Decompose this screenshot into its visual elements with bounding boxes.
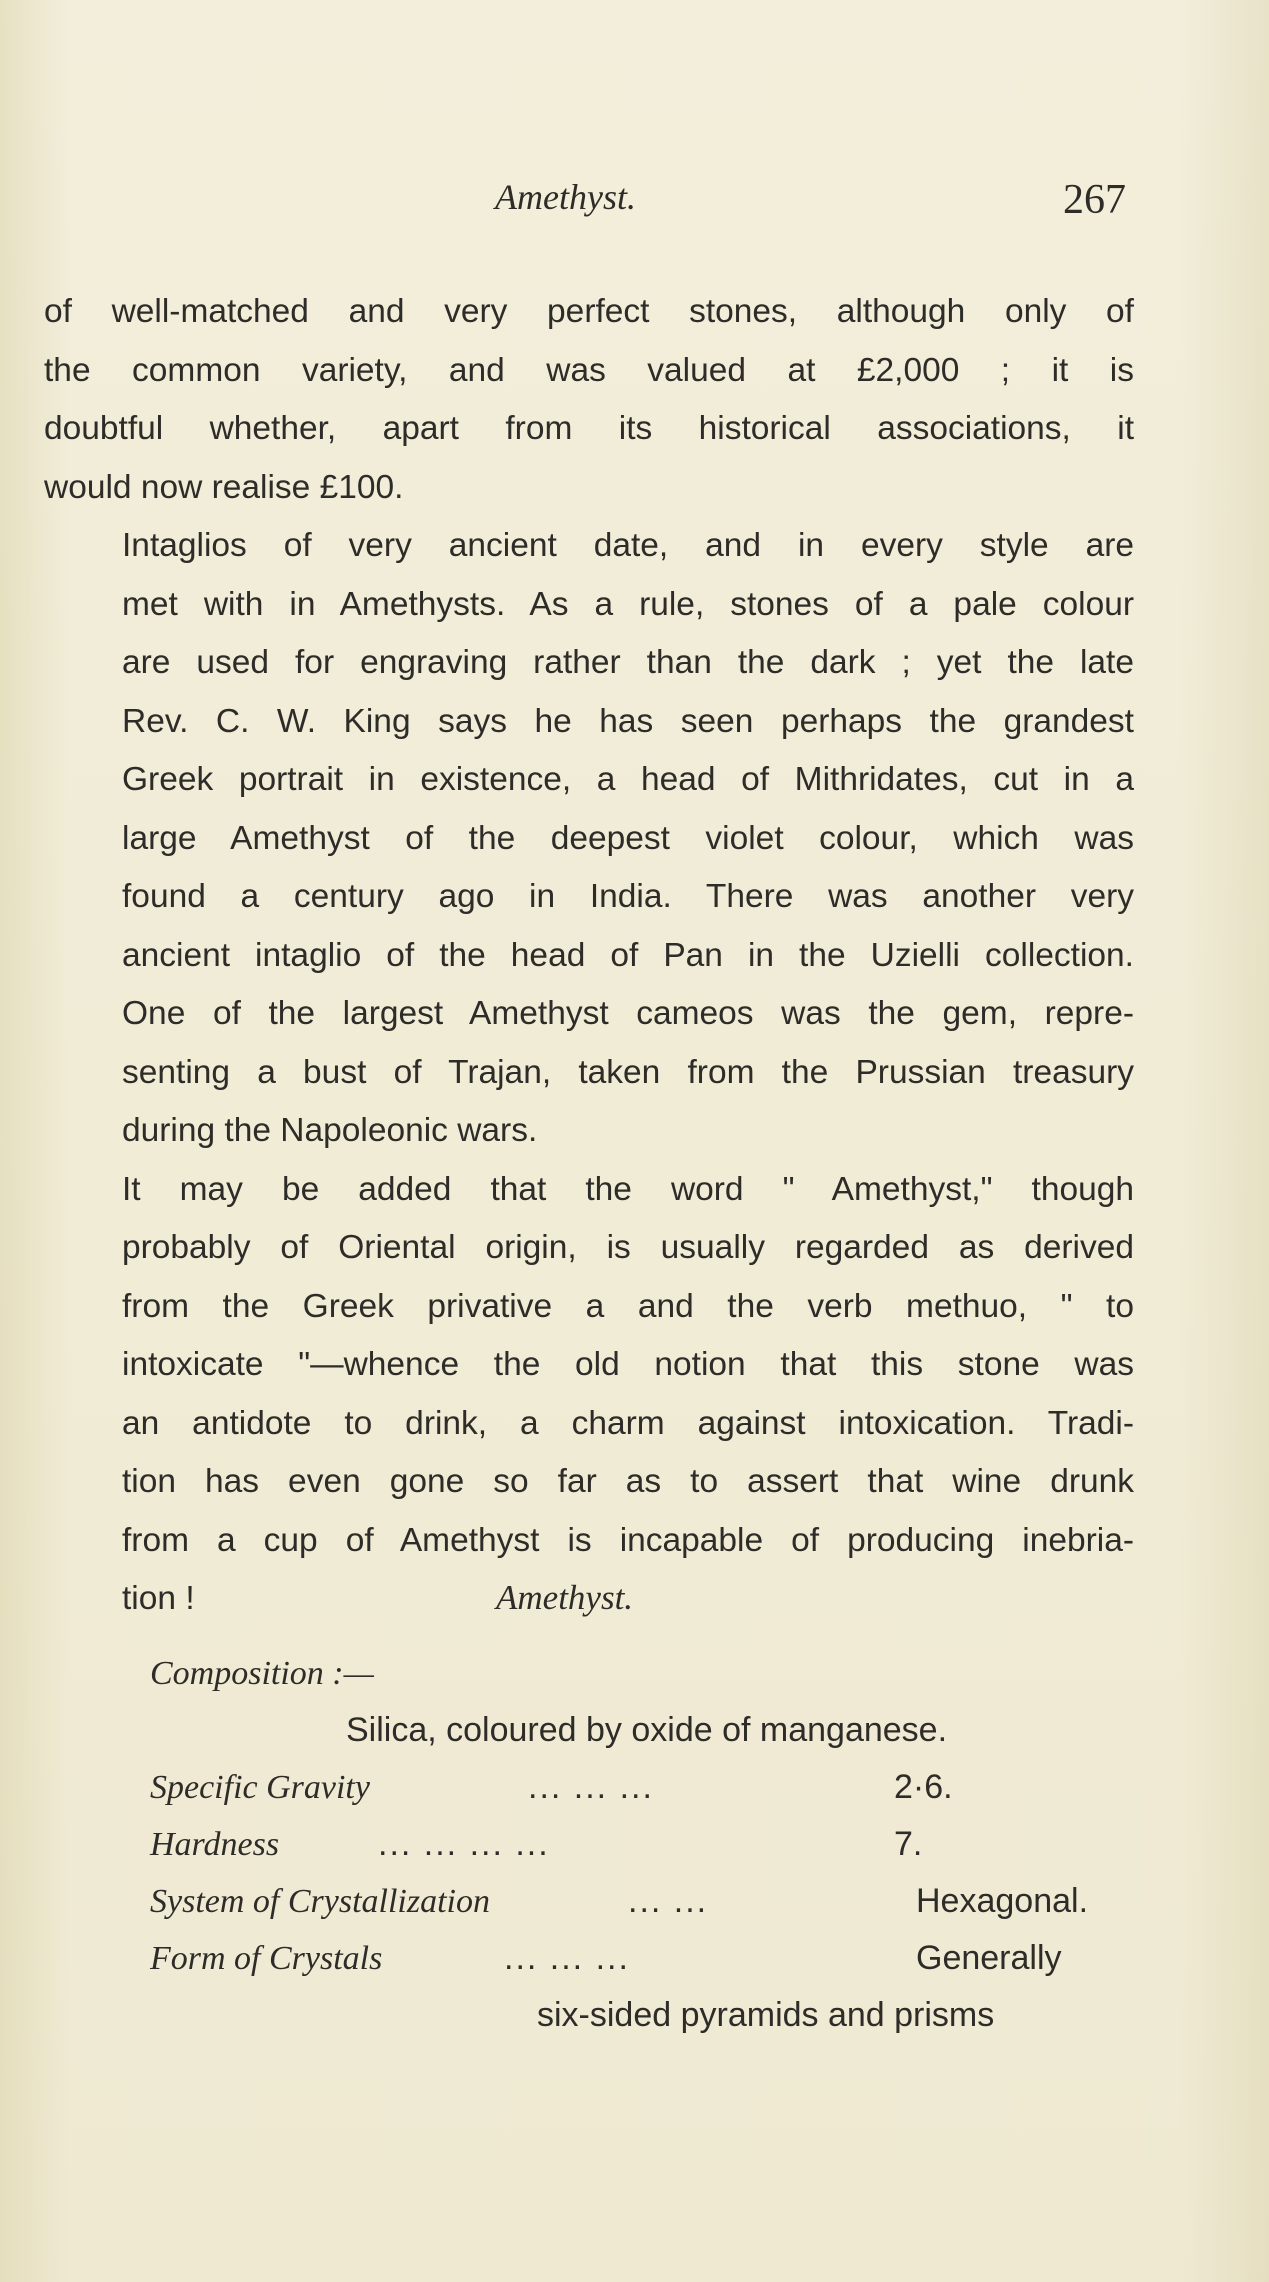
leader-dots: ... ... [628,1882,709,1920]
properties-table [150,1645,1140,2044]
paragraph [44,1161,1134,1629]
text-line: from a cup of Amethyst is incapable of producing inebria- [122,1521,1134,1559]
leader-dots: ... ... ... [528,1768,654,1806]
hardness-label: Hardness [150,1826,280,1863]
text-line: tion has even gone so far as to assert that wine drunk [122,1463,1134,1500]
composition-row [150,1645,1140,1702]
form-continuation: six-sided pyramids and prisms [537,1996,995,2034]
body-text [44,283,1134,1629]
text-line: an antidote to drink, a charm against intoxication. Tradi- [122,1404,1134,1442]
composition-value-row [150,1702,1140,1759]
paragraph [44,283,1134,517]
text-line: doubtful whether, apart from its historical associations, it [44,410,1134,447]
text-line: Greek portrait in existence, a head of Mithridates, cut in a [122,761,1134,798]
text-line: during the Napoleonic wars. [122,1112,538,1149]
text-line: It may be added that the word " Amethyst," though [122,1170,1134,1208]
text-line: found a century ago in India. There was another very [122,878,1134,915]
form-continuation-row [150,1987,1140,2044]
specific-gravity-value: 2·6. [894,1768,953,1806]
text-line: senting a bust of Trajan, taken from the Prussian treasury [122,1053,1134,1091]
text-line: from the Greek privative a and the verb methuo, " to [122,1287,1134,1325]
system-label: System of Crystallization [150,1883,490,1920]
text-line: are used for engraving rather than the dark ; yet the late [122,644,1134,681]
composition-label: Composition :— [150,1655,374,1692]
page-header [0,176,1269,226]
hardness-row [150,1816,1140,1873]
leader-dots: ... ... ... ... [378,1825,550,1863]
text-line: One of the largest Amethyst cameos was the gem, repre- [122,995,1134,1032]
properties-title: Amethyst. [496,1578,634,1617]
text-line: large Amethyst of the deepest violet colour, which was [122,819,1134,857]
text-line: of well-matched and very perfect stones, although only of [44,293,1134,330]
text-line: ancient intaglio of the head of Pan in the Uzielli collection. [122,936,1134,974]
paragraph [44,517,1134,1161]
hardness-value: 7. [894,1825,923,1863]
text-line: probably of Oriental origin, is usually regarded as derived [122,1229,1134,1266]
text-line: Intaglios of very ancient date, and in every style are [122,527,1134,564]
specific-gravity-label: Specific Gravity [150,1769,370,1806]
text-line: would now realise £100. [44,468,404,506]
specific-gravity-row [150,1759,1140,1816]
page-number: 267 [1063,177,1126,223]
text-line: tion ! [122,1580,195,1617]
text-line: Rev. C. W. King says he has seen perhaps the grandest [122,702,1134,740]
composition-value: Silica, coloured by oxide of manganese. [346,1711,948,1749]
text-line: the common variety, and was valued at £2,000 ; it is [44,351,1134,389]
form-value: Generally [916,1939,1062,1977]
system-row [150,1873,1140,1930]
running-head: Amethyst. [495,177,636,217]
form-label: Form of Crystals [150,1940,383,1977]
form-row [150,1930,1140,1987]
text-line: intoxicate "—whence the old notion that this stone was [122,1346,1134,1383]
system-value: Hexagonal. [916,1882,1089,1920]
text-line: met with in Amethysts. As a rule, stones of a pale colour [122,585,1134,623]
leader-dots: ... ... ... [504,1939,630,1977]
